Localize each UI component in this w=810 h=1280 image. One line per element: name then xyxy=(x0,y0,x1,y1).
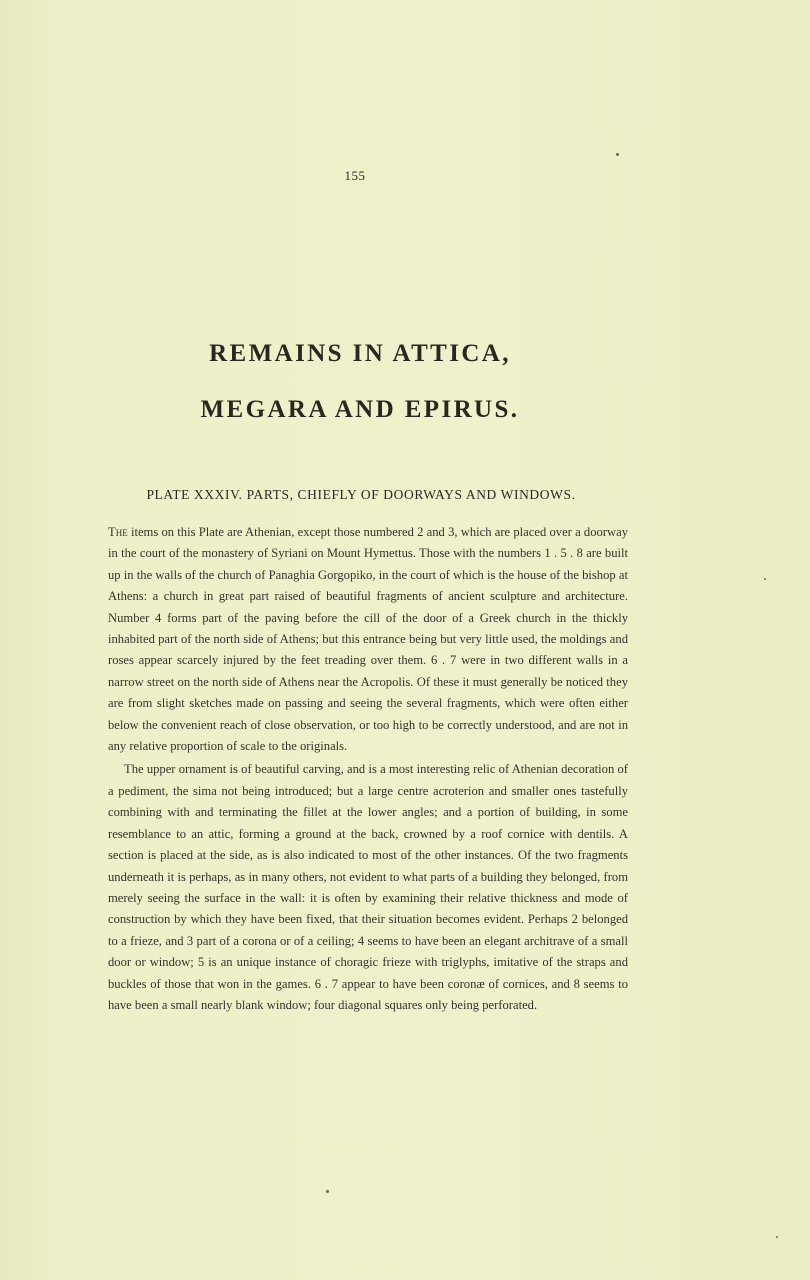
paper-speck xyxy=(764,578,766,580)
paragraph-1-text: items on this Plate are Athenian, except those numbered 2 and 3, which are placed over a doorway in the court of the monastery of Syriani on Mount Hymettus. Those with the numbers 1 . 5 . 8 are built up in the walls of the church of Panaghia Gorgopiko, in the court of which is the house of the bishop at Athens: a church in great part raised of beautiful fragments of ancient sculpture and architecture. Number 4 forms part of the paving before the cill of the door of a Greek church in the thickly inhabited part of the north side of Athens; but this entrance being but very little used, the moldings and roses appear scarcely injured by the feet treading over them. 6 . 7 were in two different walls in a narrow street on the north side of Athens near the Acropolis. Of these it must generally be noticed they are from slight sketches made on passing and seeing the several fragments, which were often either below the convenient reach of close observation, or too high to be correctly understood, and are not in any relative proportion of scale to the originals. xyxy=(108,525,628,754)
paper-speck xyxy=(326,1190,329,1193)
plate-heading: PLATE XXXIV. PARTS, CHIEFLY OF DOORWAYS AND WINDOWS. xyxy=(146,487,576,502)
page-number: 155 xyxy=(344,168,366,183)
paragraph-1 xyxy=(108,522,628,757)
paragraph-2: The upper ornament is of beautiful carving, and is a most interesting relic of Athenian decoration of a pediment, the sima not being introduced; but a large centre acroterion and smaller ones tastefully combining with and terminating the fillet at the lower angles; and a portion of building, in some resemblance to an attic, forming a ground at the back, crowned by a roof cornice with dentils. A section is placed at the side, as is also indicated to most of the other instances. Of the two fragments underneath it is perhaps, as in many others, not evident to what parts of a building they belonged, from merely seeing the surface in the wall: it is often by examining their relative thickness and mode of construction by which they have been fixed, that their situation becomes evident. Perhaps 2 belonged to a frieze, and 3 part of a corona or of a ceiling; 4 seems to have been an elegant architrave of a small door or window; 5 is an unique instance of choragic frieze with triglyphs, imitative of the straps and buckles of those that won in the games. 6 . 7 appear to have been coronæ of cornices, and 8 seems to have been a small nearly blank window; four diagonal squares only being perforated. xyxy=(108,762,628,1012)
body-text xyxy=(108,522,628,1018)
paper-speck xyxy=(776,1236,778,1238)
main-title-line-2: MEGARA AND EPIRUS. xyxy=(200,396,520,423)
main-title-line-1: REMAINS IN ATTICA, xyxy=(209,340,511,367)
paper-speck xyxy=(616,153,619,156)
paragraph-1-lead: The xyxy=(108,525,128,539)
